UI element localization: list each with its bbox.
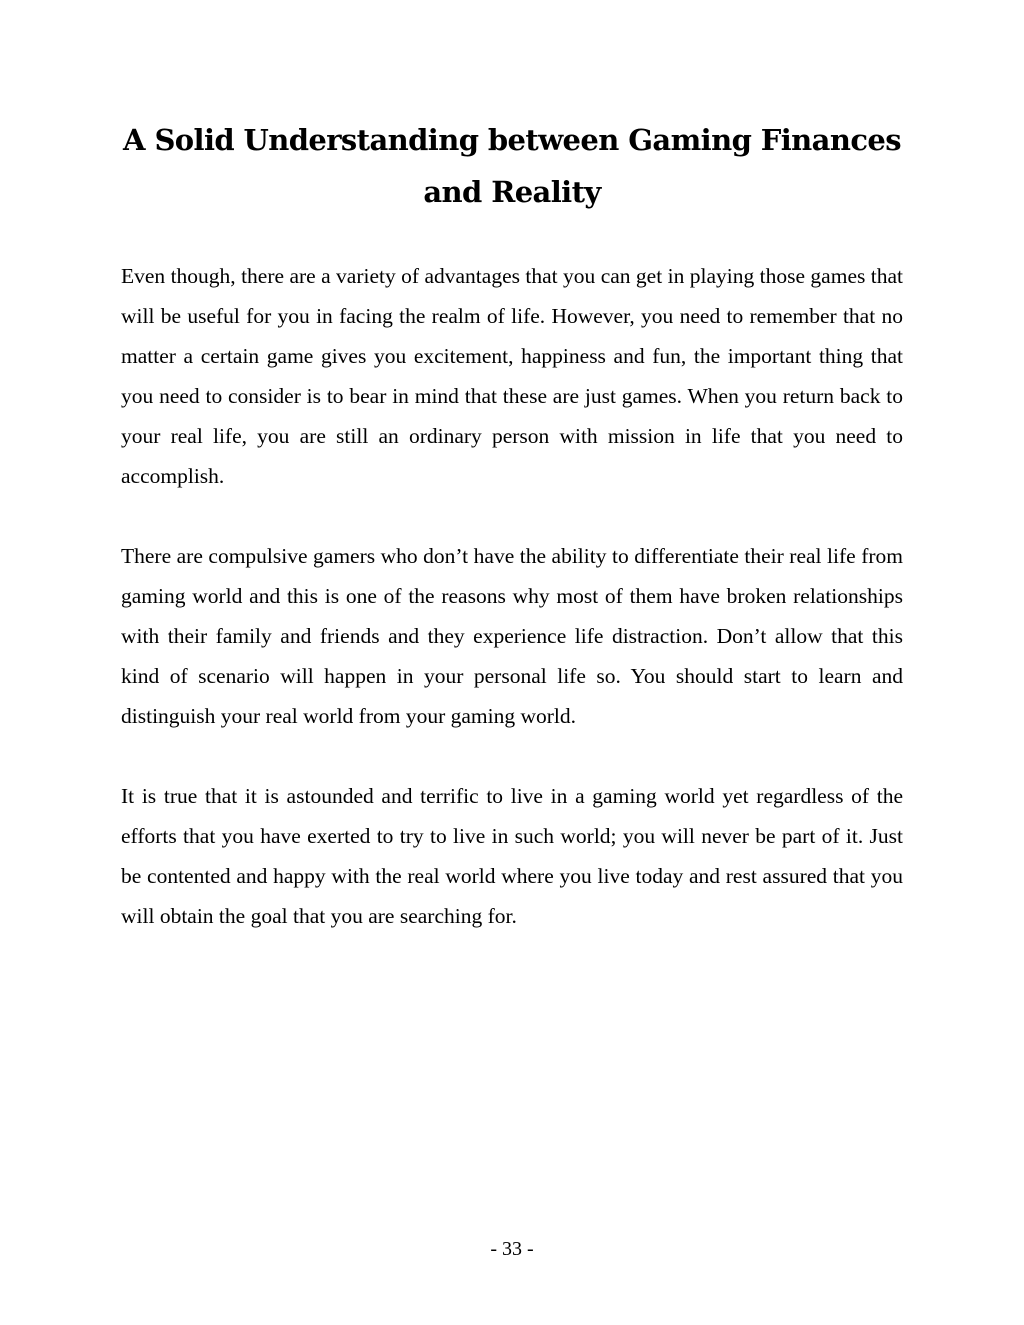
paragraph-1: Even though, there are a variety of advantages that you can get in playing those games that will be useful for you in facing the realm of life. However, you need to remember that no matter a certain game gives you excitement, happiness and fun, the important thing that you need to consider is to bear in mind that these are just games. When you return back to your real life, you are still an ordinary person with mission in life that you need to accomplish.	[121, 264, 903, 488]
body-text	[121, 256, 903, 976]
paragraph-2: There are compulsive gamers who don’t have the ability to differentiate their real life from gaming world and this is one of the reasons why most of them have broken relationships with their family and friends and they experience life distraction. Don’t allow that this kind of scenario will happen in your personal life so. You should start to learn and distinguish your real world from your gaming world.	[121, 544, 903, 728]
paragraph-3: It is true that it is astounded and terrific to live in a gaming world yet regardless of the efforts that you have exerted to try to live in such world; you will never be part of it. Just be contented and happy with the real world where you live today and rest assured that you will obtain the goal that you are searching for.	[121, 784, 903, 928]
page-number: - 33 -	[490, 1238, 534, 1260]
page-title: A Solid Understanding between Gaming Finances and Reality	[123, 123, 901, 209]
